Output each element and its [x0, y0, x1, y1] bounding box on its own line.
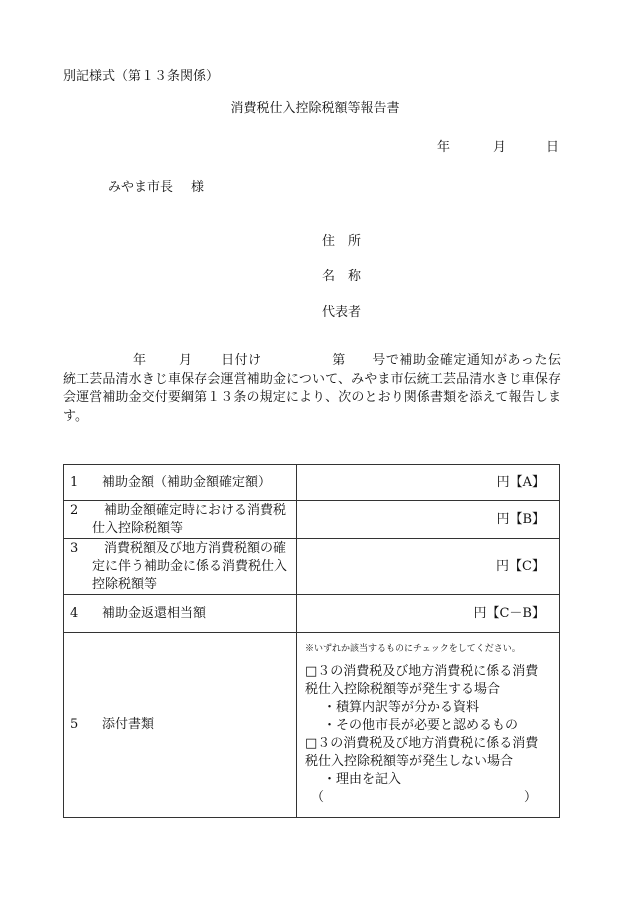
table-row — [64, 539, 560, 595]
body-year: 年 — [133, 353, 147, 368]
table-row — [64, 501, 560, 539]
report-table — [63, 464, 560, 818]
reason-paren-open: （ — [311, 790, 325, 805]
row-number: 3 — [70, 540, 79, 556]
row-label: 添付書類 — [102, 717, 155, 732]
reason-field[interactable] — [305, 789, 551, 807]
applicant-address-label: 住 所 — [322, 234, 362, 249]
table-row — [64, 465, 560, 501]
option-2-item: ・理由を記入 — [323, 772, 402, 787]
addressee — [108, 176, 204, 195]
row-number: 1 — [70, 474, 79, 490]
attachments-note: ※いずれか該当するものにチェックをしてください。 — [305, 644, 521, 654]
date-month: 月 — [493, 140, 507, 155]
attachments-cell — [297, 633, 560, 818]
addressee-name: みやま市長 — [108, 180, 174, 195]
row-label: 消費税額及び地方消費税額の確定に伴う補助金に係る消費税仕入控除税額等 — [92, 540, 288, 592]
row-value: 円【C－B】 — [297, 595, 560, 633]
option-1-item: ・その他市長が必要と認めるもの — [323, 718, 519, 733]
date-day: 日 — [546, 140, 560, 155]
body-number-prefix: 第 — [331, 353, 346, 368]
option-1-item: ・積算内訳等が分かる資料 — [323, 700, 480, 715]
attachment-option-2[interactable]: □３の消費税及び地方消費税に係る消費税仕入控除税額等が発生しない場合 — [305, 736, 539, 769]
reason-paren-close: ） — [523, 790, 537, 805]
row-label: 補助金額（補助金額確定額） — [102, 474, 272, 490]
body-paragraph — [63, 352, 561, 426]
row-label: 補助金返還相当額 — [102, 605, 207, 621]
addressee-honorific: 様 — [191, 180, 205, 195]
date-year: 年 — [437, 140, 451, 155]
body-text: 号で補助金確定通知があった伝統工芸品清水きじ車保存会運営補助金について、みやま市伝統工芸品清水きじ車保存会運営補助金交付要綱第１３条の規定により、次のとおり関係書類を添えて報告します。 — [63, 353, 561, 424]
row-number: 4 — [70, 605, 79, 621]
row-number: 5 — [70, 717, 79, 732]
table-row — [64, 595, 560, 633]
applicant-representative-label: 代表者 — [322, 305, 362, 320]
row-value: 円【C】 — [297, 539, 560, 595]
body-month: 月 — [178, 353, 193, 368]
applicant-name-label: 名 称 — [322, 269, 362, 284]
row-value: 円【A】 — [297, 465, 560, 501]
attachment-option-1[interactable]: □３の消費税及び地方消費税に係る消費税仕入控除税額等が発生する場合 — [305, 664, 539, 697]
row-label: 補助金額確定時における消費税仕入控除税額等 — [92, 502, 287, 536]
row-number: 2 — [70, 502, 79, 518]
document-title: 消費税仕入控除税額等報告書 — [230, 101, 400, 116]
body-day-dated: 日付け — [220, 353, 262, 368]
attachments-row — [64, 633, 560, 818]
row-value: 円【B】 — [297, 501, 560, 539]
form-label: 別記様式（第１３条関係） — [63, 69, 220, 84]
